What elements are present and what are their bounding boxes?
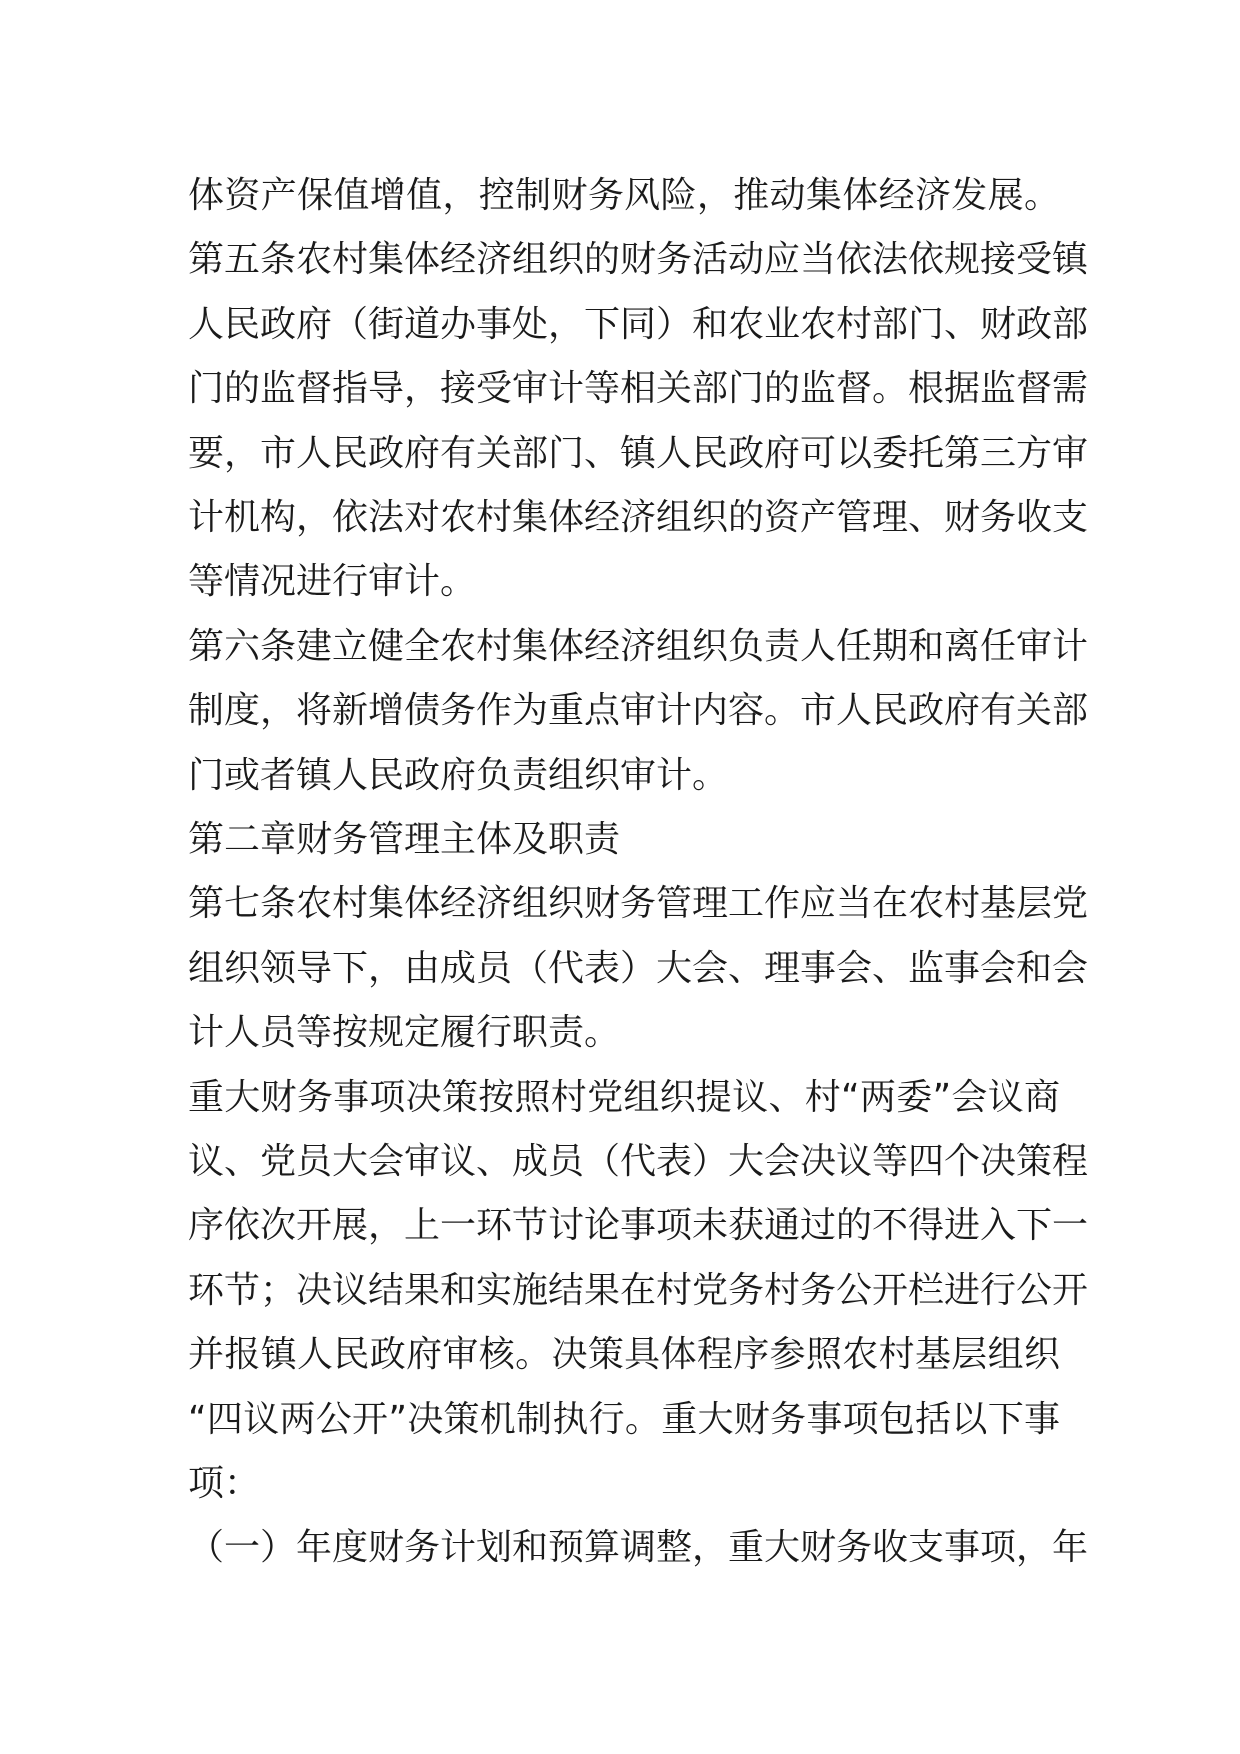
text-line-12: 第七条农村集体经济组织财务管理工作应当在农村基层党 [188,883,1089,924]
text-line-7: 等情况进行审计。 [188,561,477,602]
text-line-16: 议、党员大会审议、成员（代表）大会决议等四个决策程 [188,1141,1089,1182]
text-line-17: 序依次开展，上一环节讨论事项未获通过的不得进入下一 [188,1205,1089,1246]
text-line-10: 门或者镇人民政府负责组织审计。 [188,755,729,796]
text-line-19: 并报镇人民政府审核。决策具体程序参照农村基层组织 [188,1334,1060,1375]
text-line-5: 要，市人民政府有关部门、镇人民政府可以委托第三方审 [188,433,1089,474]
text-line-14: 计人员等按规定履行职责。 [188,1012,621,1053]
text-line-8: 第六条建立健全农村集体经济组织负责人任期和离任审计 [188,626,1089,667]
text-line-13: 组织领导下，由成员（代表）大会、理事会、监事会和会 [188,948,1089,989]
text-line-21: 项： [188,1463,261,1504]
text-line-3: 人民政府（街道办事处，下同）和农业农村部门、财政部 [188,304,1089,345]
text-line-9: 制度，将新增债务作为重点审计内容。市人民政府有关部 [188,690,1089,731]
text-line-2: 第五条农村集体经济组织的财务活动应当依法依规接受镇 [188,239,1089,280]
text-line-15: 重大财务事项决策按照村党组织提议、村“两委”会议商 [188,1077,1060,1118]
text-line-1: 体资产保值增值，控制财务风险，推动集体经济发展。 [188,175,1060,216]
text-line-4: 门的监督指导，接受审计等相关部门的监督。根据监督需 [188,368,1089,409]
text-line-20: “四议两公开”决策机制执行。重大财务事项包括以下事 [188,1399,1060,1440]
text-line-22: （一）年度财务计划和预算调整，重大财务收支事项，年 [188,1527,1089,1568]
chapter-heading: 第二章财务管理主体及职责 [188,819,621,860]
text-line-18: 环节；决议结果和实施结果在村党务村务公开栏进行公开 [188,1270,1089,1311]
text-line-6: 计机构，依法对农村集体经济组织的资产管理、财务收支 [188,497,1089,538]
